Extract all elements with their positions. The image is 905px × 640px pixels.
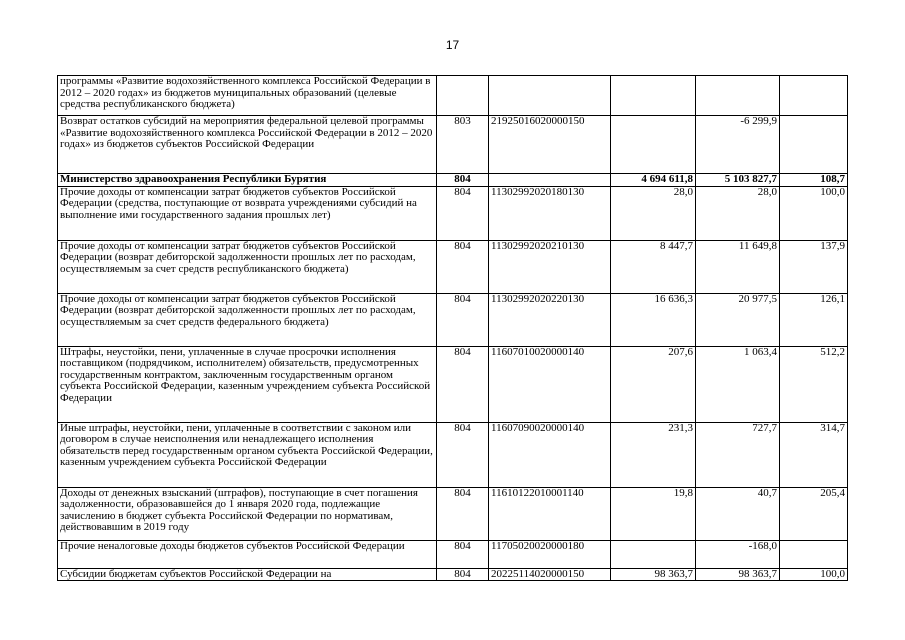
admin-code-cell (437, 76, 489, 116)
table-row (58, 487, 848, 540)
budget-code-cell (489, 76, 611, 116)
revenue-table-body (58, 76, 848, 581)
budget-code-cell: 11610122010001140 (489, 487, 611, 540)
plan-amount-cell: 8 447,7 (611, 240, 696, 293)
table-row (58, 240, 848, 293)
fact-amount-cell: 727,7 (696, 422, 780, 487)
admin-code-cell: 804 (437, 568, 489, 581)
percent-cell: 314,7 (780, 422, 848, 487)
plan-amount-cell: 16 636,3 (611, 293, 696, 346)
table-row (58, 540, 848, 568)
income-name-cell: Субсидии бюджетам субъектов Российской Федерации на (58, 568, 437, 581)
percent-cell: 205,4 (780, 487, 848, 540)
income-name-cell: Возврат остатков субсидий на мероприятия федеральной целевой программы «Развитие водохозяйственного комплекса Российской Федерации в 2012 – 2020 годах» из бюджетов субъектов Российской Федерации (58, 116, 437, 174)
income-name-cell: Иные штрафы, неустойки, пени, уплаченные в соответствии с законом или договором в случае неисполнения или ненадлежащего исполнения обязательств перед государственным органом субъекта Российской Федерации, казенным учреждением субъекта Российской Федерации (58, 422, 437, 487)
plan-amount-cell (611, 76, 696, 116)
income-name-cell: Штрафы, неустойки, пени, уплаченные в случае просрочки исполнения поставщиком (подрядчиком, исполнителем) обязательств, предусмотренных государственным контрактом, заключенным государственным органом субъекта Российской Федерации, казенным учреждением субъекта Российской Федерации (58, 346, 437, 422)
admin-code-cell: 804 (437, 186, 489, 240)
table-row (58, 346, 848, 422)
plan-amount-cell: 19,8 (611, 487, 696, 540)
admin-code-cell: 804 (437, 293, 489, 346)
income-name-cell: программы «Развитие водохозяйственного комплекса Российской Федерации в 2012 – 2020 годах» из бюджетов муниципальных образований (целевые средства республиканского бюджета) (58, 76, 437, 116)
income-name-cell: Прочие доходы от компенсации затрат бюджетов субъектов Российской Федерации (средства, поступающие от возврата учреждениями субсидий на выполнение ими государственного задания прошлых лет) (58, 186, 437, 240)
fact-amount-cell: 5 103 827,7 (696, 174, 780, 187)
page-number: 17 (445, 38, 460, 52)
budget-code-cell: 20225114020000150 (489, 568, 611, 581)
plan-amount-cell (611, 540, 696, 568)
revenue-table (57, 75, 848, 581)
percent-cell: 100,0 (780, 568, 848, 581)
admin-code-cell: 804 (437, 346, 489, 422)
budget-code-cell: 11607010020000140 (489, 346, 611, 422)
budget-code-cell: 11302992020220130 (489, 293, 611, 346)
income-name-cell: Прочие неналоговые доходы бюджетов субъектов Российской Федерации (58, 540, 437, 568)
budget-code-cell: 11705020020000180 (489, 540, 611, 568)
percent-cell: 512,2 (780, 346, 848, 422)
admin-code-cell: 804 (437, 174, 489, 187)
budget-code-cell (489, 174, 611, 187)
income-name-cell: Министерство здравоохранения Республики Бурятия (58, 174, 437, 187)
table-row (58, 568, 848, 581)
table-row (58, 186, 848, 240)
table-row (58, 174, 848, 187)
table-row (58, 293, 848, 346)
admin-code-cell: 804 (437, 240, 489, 293)
table-row (58, 116, 848, 174)
income-name-cell: Прочие доходы от компенсации затрат бюджетов субъектов Российской Федерации (возврат дебиторской задолженности прошлых лет по расходам, осуществляемым за счет средств республиканского бюджета) (58, 240, 437, 293)
table-row (58, 76, 848, 116)
plan-amount-cell: 231,3 (611, 422, 696, 487)
percent-cell: 137,9 (780, 240, 848, 293)
fact-amount-cell (696, 76, 780, 116)
admin-code-cell: 804 (437, 540, 489, 568)
percent-cell (780, 76, 848, 116)
table-row (58, 422, 848, 487)
percent-cell: 100,0 (780, 186, 848, 240)
budget-code-cell: 21925016020000150 (489, 116, 611, 174)
budget-code-cell: 11607090020000140 (489, 422, 611, 487)
fact-amount-cell: 11 649,8 (696, 240, 780, 293)
budget-code-cell: 11302992020210130 (489, 240, 611, 293)
admin-code-cell: 803 (437, 116, 489, 174)
plan-amount-cell: 28,0 (611, 186, 696, 240)
fact-amount-cell: 40,7 (696, 487, 780, 540)
percent-cell: 126,1 (780, 293, 848, 346)
fact-amount-cell: 98 363,7 (696, 568, 780, 581)
plan-amount-cell (611, 116, 696, 174)
fact-amount-cell: -168,0 (696, 540, 780, 568)
percent-cell (780, 116, 848, 174)
income-name-cell: Прочие доходы от компенсации затрат бюджетов субъектов Российской Федерации (возврат дебиторской задолженности прошлых лет по расходам, осуществляемым за счет средств федерального бюджета) (58, 293, 437, 346)
admin-code-cell: 804 (437, 422, 489, 487)
plan-amount-cell: 98 363,7 (611, 568, 696, 581)
fact-amount-cell: -6 299,9 (696, 116, 780, 174)
fact-amount-cell: 28,0 (696, 186, 780, 240)
fact-amount-cell: 20 977,5 (696, 293, 780, 346)
budget-code-cell: 11302992020180130 (489, 186, 611, 240)
percent-cell: 108,7 (780, 174, 848, 187)
fact-amount-cell: 1 063,4 (696, 346, 780, 422)
percent-cell (780, 540, 848, 568)
income-name-cell: Доходы от денежных взысканий (штрафов), поступающие в счет погашения задолженности, образовавшейся до 1 января 2020 года, подлежащие зачислению в бюджет субъекта Российской Федерации по нормативам, действовавшим в 2019 году (58, 487, 437, 540)
admin-code-cell: 804 (437, 487, 489, 540)
plan-amount-cell: 207,6 (611, 346, 696, 422)
plan-amount-cell: 4 694 611,8 (611, 174, 696, 187)
